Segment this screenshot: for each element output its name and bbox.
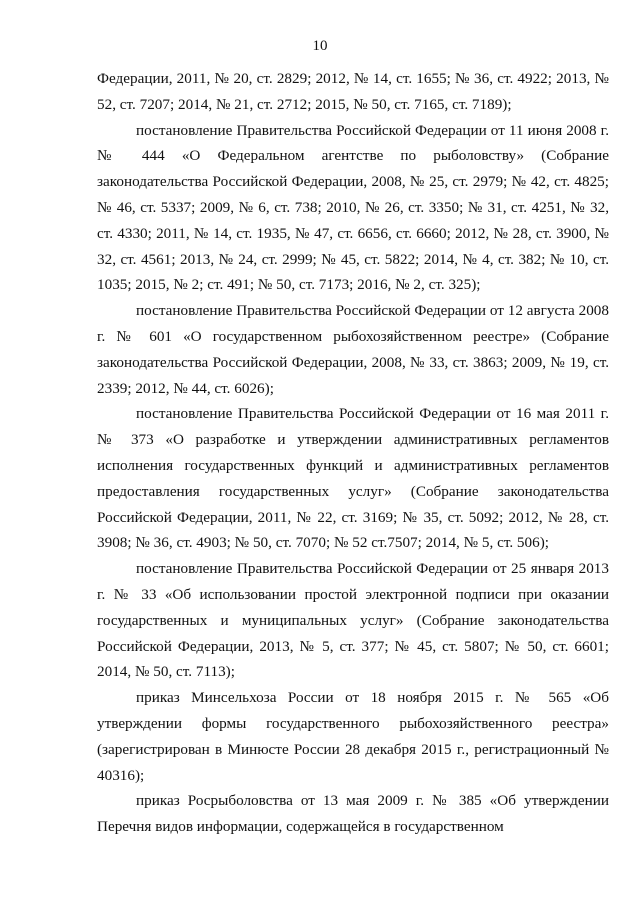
page-bottom-edge — [0, 901, 640, 905]
page-number: 10 — [312, 38, 328, 54]
document-body — [97, 66, 609, 840]
paragraph-decree-444: постановление Правительства Российской Федерации от 11 июня 2008 г. № 444 «О Федеральном агентстве по рыболовству» (Собрание законодательства Российской Федерации, 2008, № 25, ст. 2979; № 42, ст. 4825; № 46, ст. 5337; 2009, № 6, ст. 738; 2010, № 26, ст. 3350; № 31, ст. 4251, № 32, ст. 4330; 2011, № 14, ст. 1935, № 47, ст. 6656, ст. 6660; 2012, № 28, ст. 3900, № 32, ст. 4561; 2013, № 24, ст. 2999; № 45, ст. 5822; 2014, № 4, ст. 382; № 10, ст. 1035; 2015, № 2; ст. 491; № 50, ст. 7173; 2016, № 2, ст. 325); — [97, 121, 609, 294]
paragraph-decree-33: постановление Правительства Российской Федерации от 25 января 2013 г. № 33 «Об использовании простой электронной подписи при оказании государственных и муниципальных услуг» (Собрание законодательства Российской Федерации, 2013, № 5, ст. 377; № 45, ст. 5807; № 50, ст. 6601; 2014, № 50, ст. 7113); — [97, 560, 609, 681]
paragraph-order-385: приказ Росрыболовства от 13 мая 2009 г. № 385 «Об утверждении Перечня видов информации, содержащейся в государственном — [97, 792, 609, 836]
paragraph-decree-373: постановление Правительства Российской Федерации от 16 мая 2011 г. № 373 «О разработке и утверждении административных регламентов исполнения государственных функций и административных регламентов предоставления государственных услуг» (Собрание законодательства Российской Федерации, 2011, № 22, ст. 3169; № 35, ст. 5092; 2012, № 28, ст. 3908; № 36, ст. 4903; № 50, ст. 7070; № 52 ст.7507; 2014, № 5, ст. 506); — [97, 405, 609, 552]
paragraph-order-565: приказ Минсельхоза России от 18 ноября 2015 г. № 565 «Об утверждении формы государственного рыбохозяйственного реестра» (зарегистрирован в Минюсте России 28 декабря 2015 г., регистрационный № 40316); — [97, 689, 609, 784]
paragraph-continuation: Федерации, 2011, № 20, ст. 2829; 2012, № 14, ст. 1655; № 36, ст. 4922; 2013, № 52, ст. 7207; 2014, № 21, ст. 2712; 2015, № 50, ст. 7165, ст. 7189); — [97, 70, 609, 113]
paragraph-decree-601: постановление Правительства Российской Федерации от 12 августа 2008 г. № 601 «О государственном рыбохозяйственном реестре» (Собрание законодательства Российской Федерации, 2008, № 33, ст. 3863; 2009, № 19, ст. 2339; 2012, № 44, ст. 6026); — [97, 302, 609, 397]
